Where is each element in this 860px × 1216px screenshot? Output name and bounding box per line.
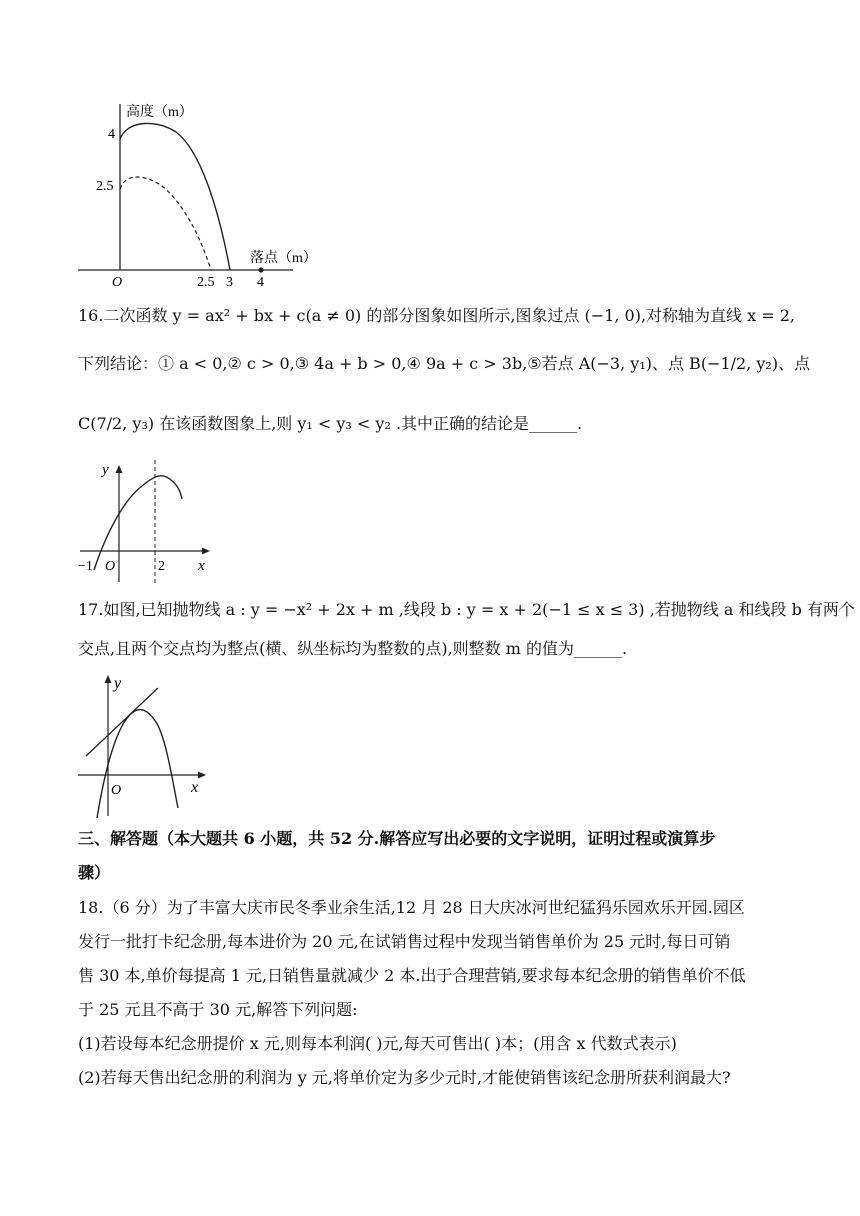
q18-line-3: 售 30 本,单价每提高 1 元,日销售量就减少 2 本.出于合理营销,要求每本纪念册的销售单价不低: [78, 966, 746, 985]
origin-label: O: [111, 783, 122, 798]
q16-line-3: C(7/2, y₃) 在该函数图象上,则 y₁ < y₃ < y₂ .其中正确的结论是______.: [78, 414, 583, 433]
q16-line-2: 下列结论：① a < 0,② c > 0,③ 4a + b > 0,④ 9a + c > 3b,⑤若点 A(−3, y₁)、点 B(−1/2, y₂)、点: [78, 354, 811, 373]
dashed-trajectory: [120, 177, 211, 270]
x-axis-arrow: [202, 548, 210, 555]
solid-trajectory: [120, 123, 230, 270]
q18-line-1: 18.（6 分）为了丰富大庆市民冬季业余生活,12 月 28 日大庆冰河世纪猛犸乐园欢乐开园.园区: [78, 898, 745, 917]
y-label: y: [102, 462, 109, 478]
landing-point: [258, 267, 263, 272]
parabola-a: [97, 710, 178, 818]
q16-line-1: 16.二次函数 y = ax² + bx + c(a ≠ 0) 的部分图象如图所示,图象过点 (−1, 0),对称轴为直线 x = 2,: [78, 306, 796, 325]
x-axis-label: 落点（m）: [250, 251, 317, 266]
segment-b: [86, 688, 158, 756]
x-label: x: [191, 779, 199, 796]
section-3-heading-line-1: 三、解答题（本大题共 6 小题，共 52 分.解答应写出必要的文字说明，证明过程或演算步: [78, 829, 716, 848]
figure-projectile: [78, 96, 338, 292]
q18-part-2: (2)若每天售出纪念册的利润为 y 元,将单价定为多少元时,才能使销售该纪念册所获利润最大?: [78, 1068, 731, 1087]
q18-part-1: (1)若设每本纪念册提价 x 元,则每本利润( )元,每天可售出( )本；(用含 x 代数式表示): [78, 1034, 677, 1053]
figure-q16-parabola: [78, 458, 218, 586]
parabola: [94, 476, 182, 570]
two-label: 2: [158, 559, 165, 574]
y-axis-arrow: [116, 465, 123, 473]
neg-one-label: −1: [78, 559, 93, 574]
q17-line-1: 17.如图,已知抛物线 a : y = −x² + 2x + m ,线段 b : y = x + 2(−1 ≤ x ≤ 3) ,若抛物线 a 和线段 b 有两个: [78, 600, 855, 619]
y-label: y: [114, 675, 122, 692]
section-3-heading-line-2: 骤）: [78, 863, 111, 882]
origin-label: O: [112, 275, 123, 290]
origin-label: O: [105, 559, 116, 574]
x-label: x: [198, 558, 205, 574]
y-axis-label: 高度（m）: [126, 105, 193, 120]
x-axis-arrow: [198, 772, 206, 779]
q18-line-4: 于 25 元且不高于 30 元,解答下列问题:: [78, 1000, 358, 1019]
y-tick-4: 4: [108, 127, 115, 142]
figure-q17-parabola-line: [78, 668, 218, 820]
q17-line-2: 交点,且两个交点均为整点(横、纵坐标均为整数的点),则整数 m 的值为______.: [78, 639, 628, 658]
y-tick-2-5: 2.5: [96, 179, 114, 194]
x-tick-3: 3: [226, 275, 233, 290]
x-tick-2-5: 2.5: [197, 275, 215, 290]
y-axis-arrow: [105, 675, 112, 683]
q18-line-2: 发行一批打卡纪念册,每本进价为 20 元,在试销售过程中发现当销售单价为 25 元时,每日可销: [78, 932, 731, 951]
x-tick-4: 4: [257, 275, 264, 290]
